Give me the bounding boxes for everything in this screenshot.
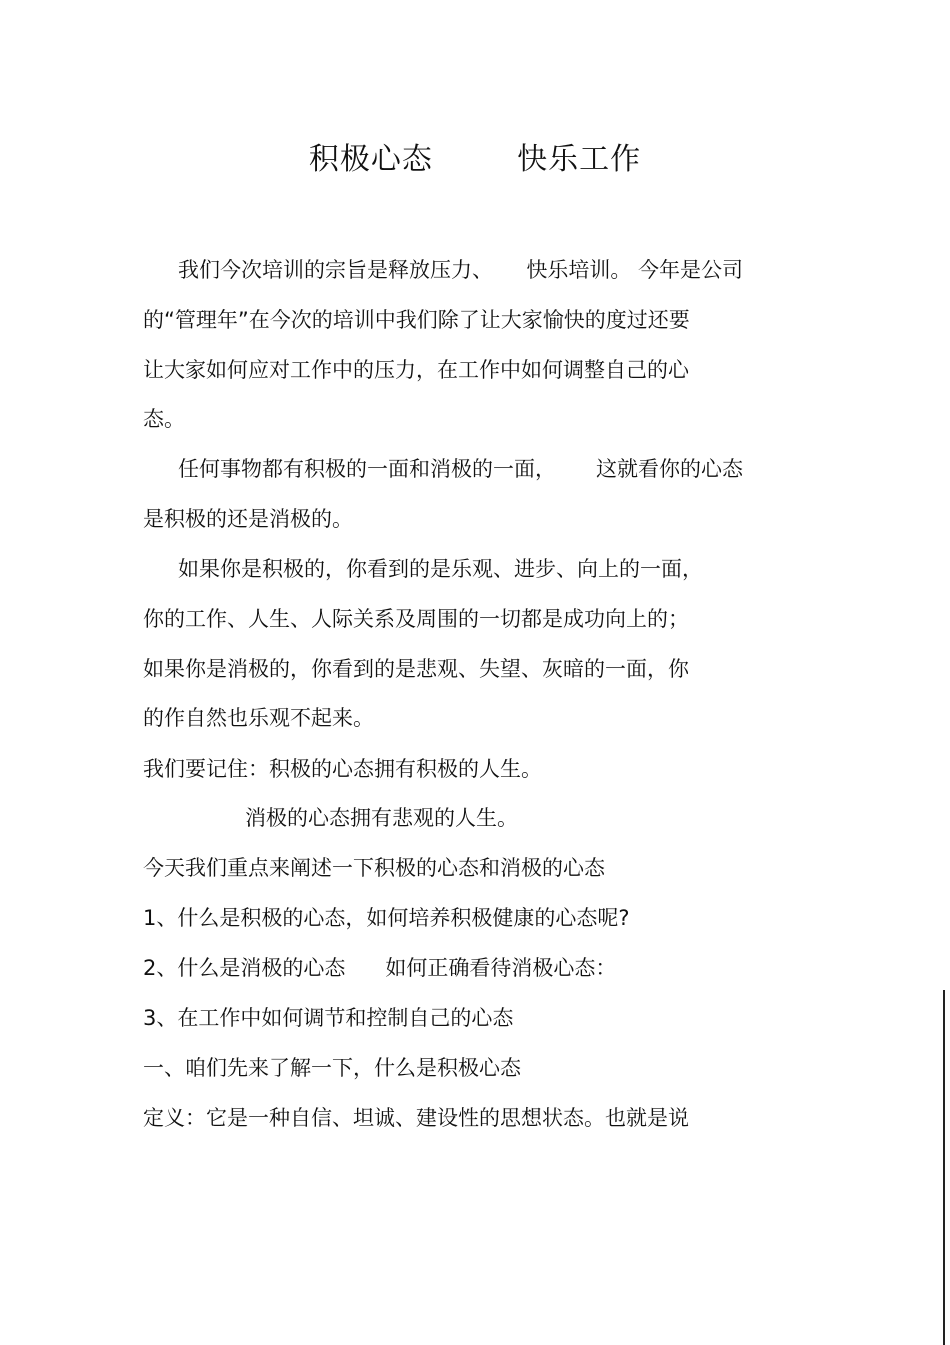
paragraph-line: 定义：它是一种自信、坦诚、建设性的思想状态。也就是说 <box>143 1106 689 1130</box>
paragraph-line: 今天我们重点来阐述一下积极的心态和消极的心态 <box>143 856 605 880</box>
list-item: 2、什么是消极的心态 如何正确看待消极心态： <box>143 956 617 980</box>
paragraph-line: 让大家如何应对工作中的压力，在工作中如何调整自己的心 <box>143 358 689 382</box>
list-item: 1、什么是积极的心态，如何培养积极健康的心态呢? <box>143 906 630 930</box>
section-heading: 一、咱们先来了解一下，什么是积极心态 <box>143 1056 521 1080</box>
paragraph-line: 消极的心态拥有悲观的人生。 <box>245 806 518 830</box>
paragraph-line: 如果你是积极的，你看到的是乐观、进步、向上的一面， <box>178 557 703 581</box>
list-item: 3、在工作中如何调节和控制自己的心态 <box>143 1006 514 1030</box>
document-title: 积极心态 快乐工作 <box>308 142 642 177</box>
paragraph-line: 任何事物都有积极的一面和消极的一面， 这就看你的心态 <box>178 457 744 481</box>
paragraph-line: 如果你是消极的，你看到的是悲观、失望、灰暗的一面，你 <box>143 657 689 681</box>
paragraph-line: 态。 <box>143 407 185 431</box>
paragraph-line: 的“管理年”在今次的培训中我们除了让大家愉快的度过还要 <box>143 308 690 332</box>
paragraph-line: 的作自然也乐观不起来。 <box>143 706 374 730</box>
page-edge-line <box>943 990 945 1345</box>
paragraph-line: 我们要记住：积极的心态拥有积极的人生。 <box>143 757 542 781</box>
paragraph-line: 我们今次培训的宗旨是释放压力、 快乐培训。 今年是公司 <box>178 258 744 282</box>
paragraph-line: 你的工作、人生、人际关系及周围的一切都是成功向上的； <box>143 607 689 631</box>
paragraph-line: 是积极的还是消极的。 <box>143 507 353 531</box>
